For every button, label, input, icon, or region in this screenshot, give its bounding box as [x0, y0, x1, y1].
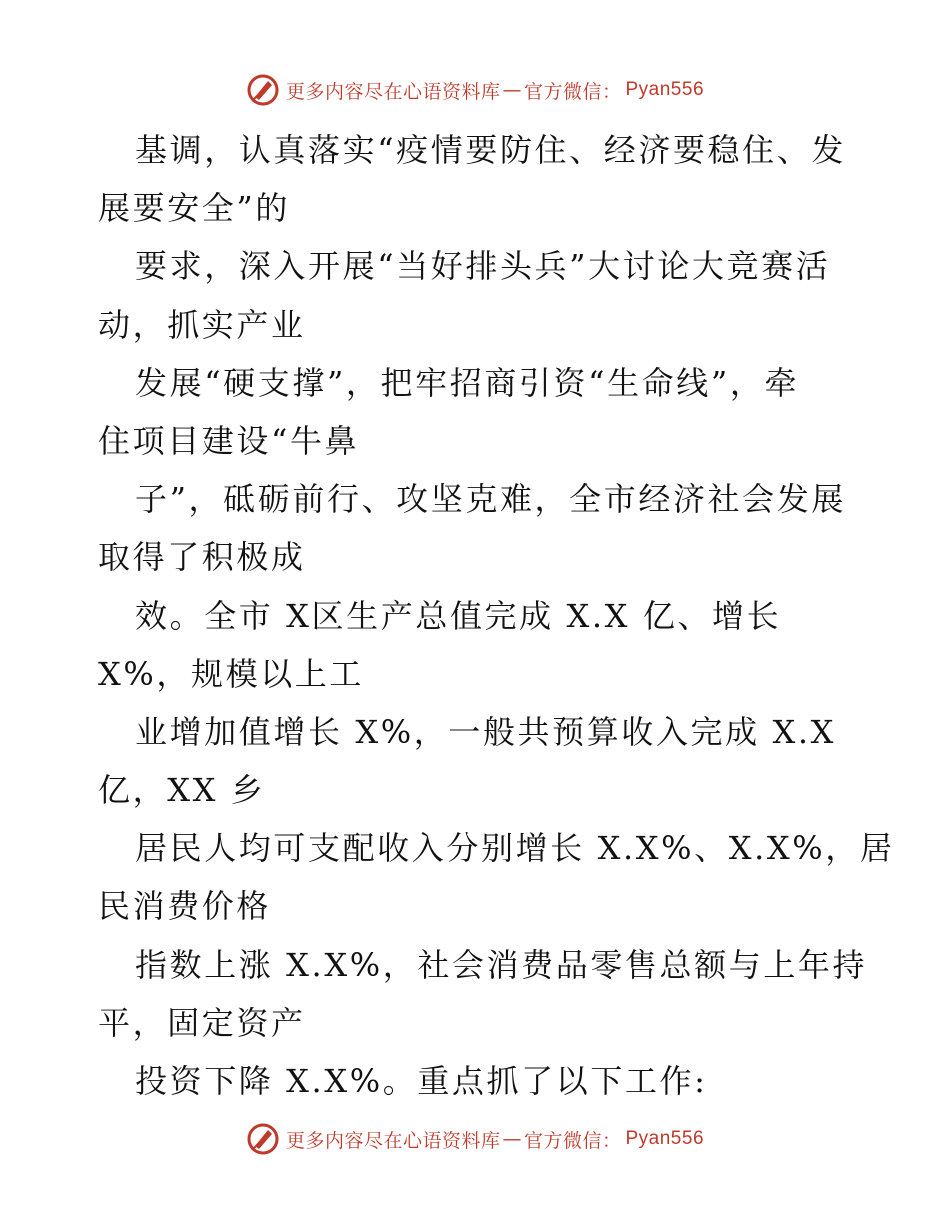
- header-banner: [0, 70, 950, 110]
- banner-dash: —: [502, 79, 522, 101]
- footer-banner: [0, 1119, 950, 1159]
- document-body: [98, 121, 895, 1110]
- body-line: 效。全市 X区生产总值完成 X.X 亿、增长: [135, 596, 782, 635]
- banner-main-text: 更多内容尽在心语资料库: [285, 80, 501, 103]
- banner-main-text: 更多内容尽在心语资料库: [285, 1129, 501, 1152]
- brand-logo-icon: [246, 1122, 280, 1156]
- body-line: 投资下降 X.X%。重点抓了以下工作:: [135, 1062, 708, 1100]
- body-line: 平，固定资产: [98, 1003, 306, 1042]
- body-line: 要求，深入开展“当好排头兵”大讨论大竞赛活: [135, 247, 831, 286]
- body-line: 基调，认真落实“疫情要防住、经济要稳住、发: [135, 131, 846, 169]
- body-line: 业增加值增长 X%，一般共预算收入完成 X.X: [135, 712, 837, 751]
- body-line: 居民人均可支配收入分别增长 X.X%、X.X%，居: [135, 829, 895, 868]
- body-line: 展要安全”的: [98, 189, 290, 228]
- body-line: 亿，XX 乡: [98, 771, 266, 810]
- banner-official-label: 官方微信：: [523, 1129, 622, 1152]
- body-line: 指数上涨 X.X%，社会消费品零售总额与上年持: [135, 945, 868, 984]
- body-line: 子”，砥砺前行、攻坚克难，全市经济社会发展: [135, 480, 846, 519]
- brand-logo-icon: [246, 73, 280, 107]
- body-line: 住项目建设“牛鼻: [98, 421, 360, 460]
- body-line: 民消费价格: [98, 887, 272, 926]
- body-line: 取得了积极成: [98, 538, 306, 577]
- banner-wechat-id: Pyan556: [625, 79, 705, 100]
- banner-dash: —: [502, 1128, 522, 1150]
- body-line: 动，抓实产业: [98, 305, 306, 344]
- body-line: X%，规模以上工: [98, 654, 364, 693]
- banner-wechat-id: Pyan556: [625, 1128, 705, 1149]
- banner-official-label: 官方微信：: [523, 80, 622, 103]
- body-line: 发展“硬支撑”，把牢招商引资“生命线”，牵: [135, 363, 800, 402]
